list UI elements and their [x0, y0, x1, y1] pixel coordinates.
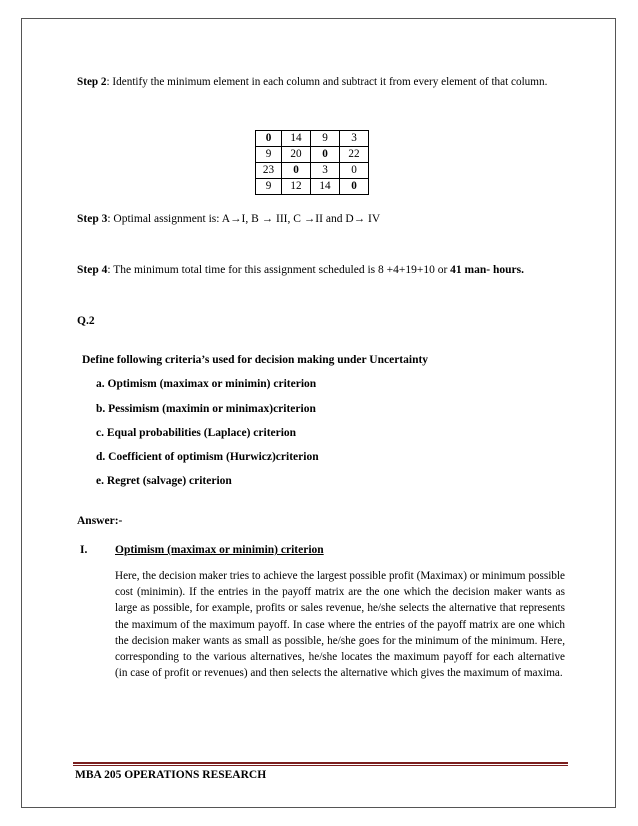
matrix-cell: 0: [340, 179, 369, 195]
footer-rule-thin: [73, 765, 568, 766]
step2-text: : Identify the minimum element in each column and subtract it from every element of that column.: [106, 76, 548, 88]
criterion-item-c: c. Equal probabilities (Laplace) criterion: [96, 427, 297, 439]
matrix-cell: 14: [311, 179, 340, 195]
question-prompt: Define following criteria’s used for decision making under Uncertainty: [82, 354, 429, 366]
matrix-cell: 0: [282, 163, 311, 179]
matrix-cell: 20: [282, 147, 311, 163]
matrix-cell: 23: [256, 163, 282, 179]
question-label: Q.2: [77, 315, 95, 327]
criterion-item-a: a. Optimism (maximax or minimin) criterion: [96, 378, 317, 390]
matrix-cell: 9: [256, 147, 282, 163]
step2-label: Step 2: [77, 76, 107, 88]
step3-line: [77, 212, 380, 227]
matrix-row: [256, 163, 369, 179]
matrix-cell: 9: [311, 131, 340, 147]
matrix-cell: 12: [282, 179, 311, 195]
step4-text: : The minimum total time for this assignment scheduled is 8 +4+19+10 or: [107, 264, 451, 276]
footer-text: MBA 205 OPERATIONS RESEARCH: [75, 769, 267, 781]
matrix-cell: 0: [256, 131, 282, 147]
matrix-row: [256, 179, 369, 195]
criterion-item-d: d. Coefficient of optimism (Hurwicz)criterion: [96, 451, 319, 463]
matrix-cell: 3: [311, 163, 340, 179]
answer-body: Here, the decision maker tries to achieve the largest possible profit (Maximax) or minimum possible cost (minimin). If the entries in the payoff matrix are the one which the decision maker wants as large as possible, for example, profits or sales revenue, he/she selects the alternative that represents the maximum of the maximum payoff. In case where the entries of the payoff matrix are one which the decision maker wants as small as possible, he/she goes for the minimum of the minimum. Here, corresponding to the various alternatives, he/she locates the maximum payoff for each alternative (in case of profit or revenues) and then selects the alternative which gives the maximum of maxima.: [115, 570, 565, 680]
matrix-row: [256, 131, 369, 147]
matrix-cell: 9: [256, 179, 282, 195]
footer-rule: [73, 762, 568, 764]
step4-result: 41 man- hours.: [450, 264, 524, 276]
step4-line: [77, 263, 524, 278]
matrix-cell: 22: [340, 147, 369, 163]
matrix-cell: 0: [340, 163, 369, 179]
criterion-item-e: e. Regret (salvage) criterion: [96, 475, 232, 487]
reduced-cost-matrix: [255, 130, 369, 195]
matrix-row: [256, 147, 369, 163]
section-number: I.: [80, 544, 88, 556]
step4-label: Step 4: [77, 264, 108, 276]
step2-paragraph: [77, 74, 564, 90]
matrix-cell: 0: [311, 147, 340, 163]
step3-text: : Optimal assignment is: A→I, B → III, C →II and D→ IV: [107, 213, 381, 225]
section-title: Optimism (maximax or minimin) criterion: [115, 544, 324, 556]
answer-label: Answer:-: [77, 515, 123, 527]
step3-label: Step 3: [77, 213, 108, 225]
matrix-cell: 14: [282, 131, 311, 147]
criterion-item-b: b. Pessimism (maximin or minimax)criterion: [96, 403, 316, 415]
matrix-cell: 3: [340, 131, 369, 147]
